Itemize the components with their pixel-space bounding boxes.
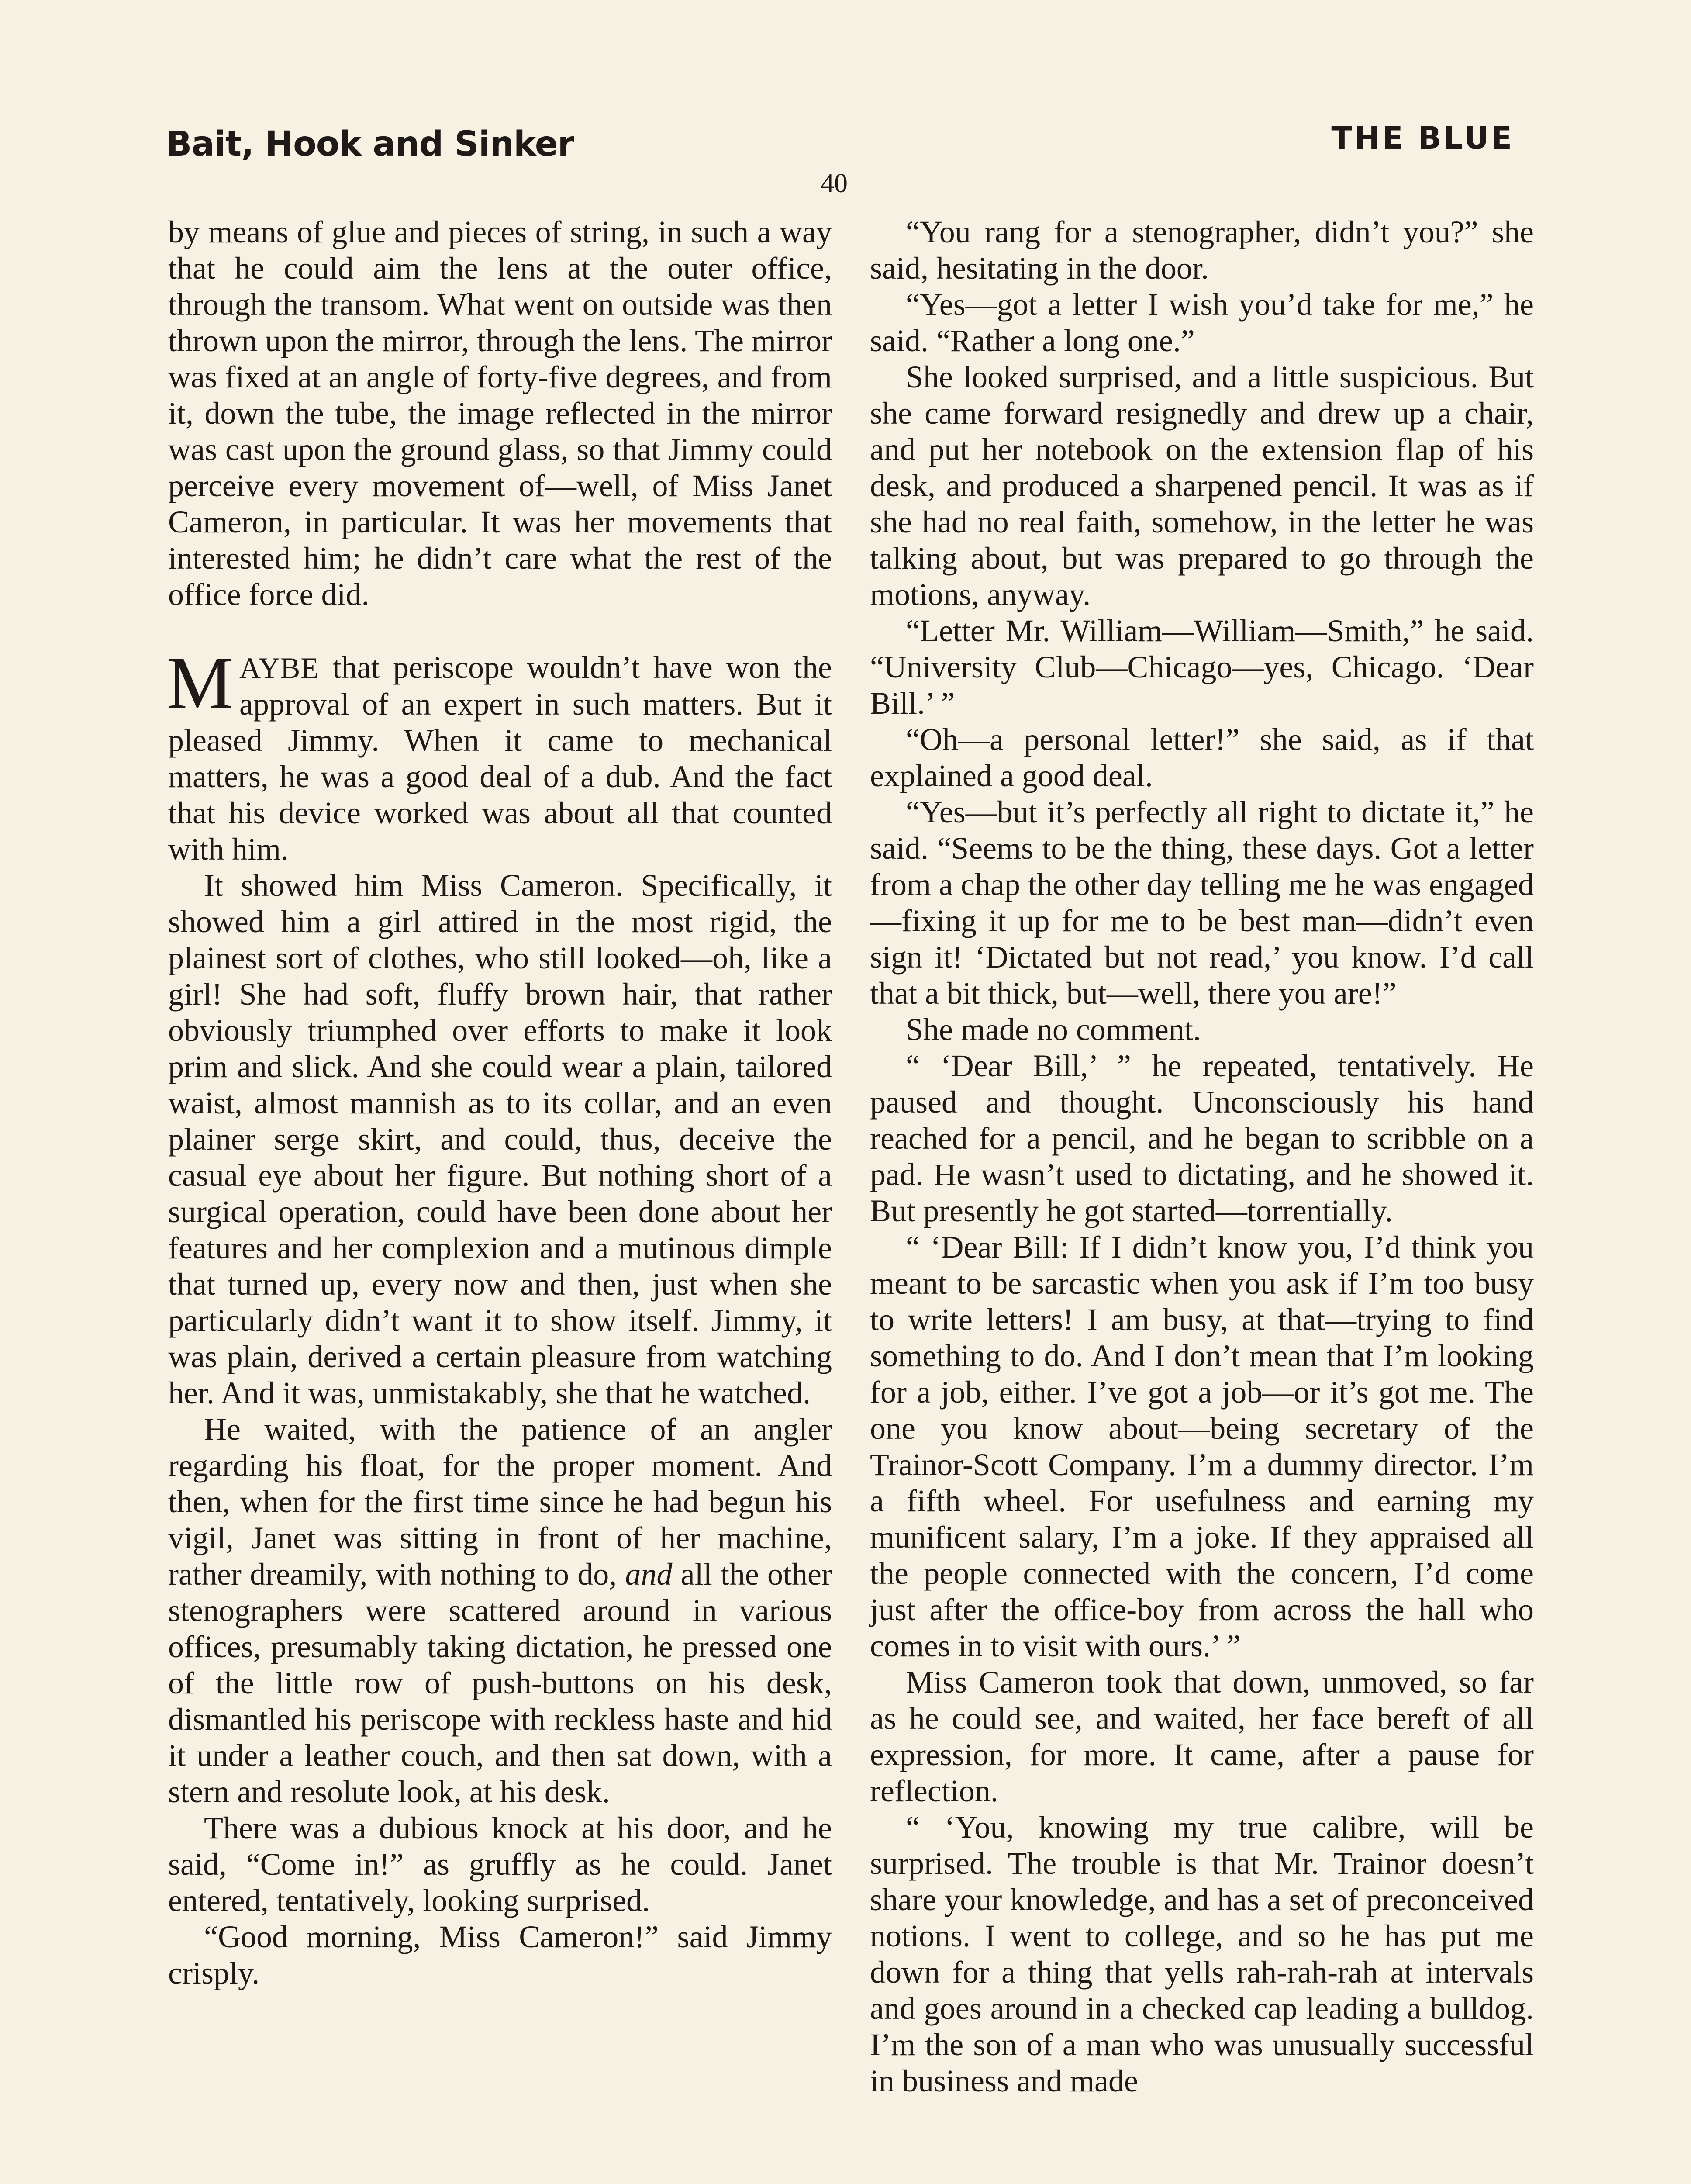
paragraph-text: all the other stenographers were scattered around in various offices, presumably taking dictation, he pressed one of the little row of push-buttons on his desk, dismantled his periscope with reckless haste and hid it under a leather couch, and then sat down, with a stern and resolute look, at his desk. xyxy=(168,1557,832,1809)
paragraph: She looked surprised, and a little suspicious. But she came forward resignedly and drew up a chair, and put her notebook on the extension flap of his desk, and produced a sharpened pencil. It was as if she had no real faith, somehow, in the letter he was talking about, but was prepared to go through the motions, anyway. xyxy=(870,359,1534,612)
paragraph: She made no comment. xyxy=(906,1012,1201,1047)
left-column xyxy=(168,214,832,1991)
paragraph: “Good morning, Miss Cameron!” said Jimmy crisply. xyxy=(168,1919,832,1990)
paragraph-text: He waited, with the patience of an angler regarding his float, for the proper moment. And then, when for the first time since he had begun his vigil, Janet was sitting in front of her machine, rather dreamily, with nothing to do, xyxy=(168,1412,832,1592)
paragraph: “Yes—but it’s perfectly all right to dictate it,” he said. “Seems to be the thing, these days. Got a letter from a chap the other day telling me he was engaged—fixing it up for me to be best man—didn’t even sign it! ‘Dictated but not read,’ you know. I’d call that a bit thick, but—well, there you are!” xyxy=(870,795,1534,1011)
emphasis-text: and xyxy=(625,1557,673,1592)
page-number: 40 xyxy=(821,169,848,198)
paragraph: It showed him Miss Cameron. Specifically, it showed him a girl attired in the most rigid, the plainest sort of clothes, who still looked—oh, like a girl! She had soft, fluffy brown hair, that rather obviously triumphed over efforts to make it look prim and slick. And she could wear a plain, tailored waist, almost mannish as to its collar, and an even plainer serge skirt, and could, thus, deceive the casual eye about her figure. But nothing short of a surgical operation, could have been done about her features and her complexion and a mutinous dimple that turned up, every now and then, just when she particularly didn’t want it to show itself. Jimmy, it was plain, derived a certain pleasure from watching her. And it was, unmistakably, she that he watched. xyxy=(168,868,832,1410)
opening-small-caps: AYBE xyxy=(239,651,319,684)
paragraph: “You rang for a stenographer, didn’t you?” she said, hesitating in the door. xyxy=(870,214,1534,286)
paragraph: There was a dubious knock at his door, and he said, “Come in!” as gruffly as he could. Janet entered, tentatively, looking surprised. xyxy=(168,1811,832,1918)
paragraph: Miss Cameron took that down, unmoved, so far as he could see, and waited, her face bereft of all expression, for more. It came, after a pause for reflection. xyxy=(870,1665,1534,1808)
paragraph: “ ‘You, knowing my true calibre, will be surprised. The trouble is that Mr. Trainor doesn’t share your knowledge, and has a set of preconceived notions. I went to college, and so he has put me down for a thing that yells rah-rah-rah at intervals and goes around in a checked cap leading a bulldog. I’m the son of a man who was unusually successful in business and made xyxy=(870,1810,1534,2098)
magazine-name: THE BLUE xyxy=(1331,120,1514,156)
paragraph: “Yes—got a letter I wish you’d take for me,” he said. “Rather a long one.” xyxy=(870,287,1534,358)
story-title: Bait, Hook and Sinker xyxy=(166,124,574,164)
section-opening-paragraph xyxy=(166,642,832,867)
paragraph: “ ‘Dear Bill,’ ” he repeated, tentatively. He paused and thought. Unconsciously his hand reached for a pencil, and he began to scribble on a pad. He wasn’t used to dictating, and he showed it. But presently he got started—torrentially. xyxy=(870,1048,1534,1228)
paragraph: by means of glue and pieces of string, in such a way that he could aim the lens at the outer office, through the transom. What went on outside was then thrown upon the mirror, through the lens. The mirror was fixed at an angle of forty-five degrees, and from it, down the tube, the image reflected in the mirror was cast upon the ground glass, so that Jimmy could perceive every movement of—well, of Miss Janet Cameron, in particular. It was her movements that interested him; he didn’t care what the rest of the office force did. xyxy=(168,214,832,612)
paragraph xyxy=(168,1411,832,1810)
paragraph: “Oh—a personal letter!” she said, as if that explained a good deal. xyxy=(870,722,1534,793)
paragraph: “ ‘Dear Bill: If I didn’t know you, I’d think you meant to be sarcastic when you ask if I’m too busy to write letters! I am busy, at that—trying to find something to do. And I don’t mean that I’m looking for a job, either. I’ve got a job—or it’s got me. The one you know about—being secretary of the Trainor-Scott Company. I’m a dummy director. I’m a fifth wheel. For usefulness and earning my munificent salary, I’m a joke. If they appraised all the people connected with the concern, I’d come just after the office-boy from across the hall who comes in to visit with ours.’ ” xyxy=(870,1230,1534,1663)
paragraph: “Letter Mr. William—William—Smith,” he said. “University Club—Chicago—yes, Chicago. ‘Dear Bill.’ ” xyxy=(870,613,1534,721)
paragraph-text: that periscope wouldn’t have won the approval of an expert in such matters. But it pleased Jimmy. When it came to mechanical matters, he was a good deal of a dub. And the fact that his device worked was about all that counted with him. xyxy=(168,650,832,867)
right-column xyxy=(870,214,1534,2099)
drop-cap: M xyxy=(166,642,233,725)
